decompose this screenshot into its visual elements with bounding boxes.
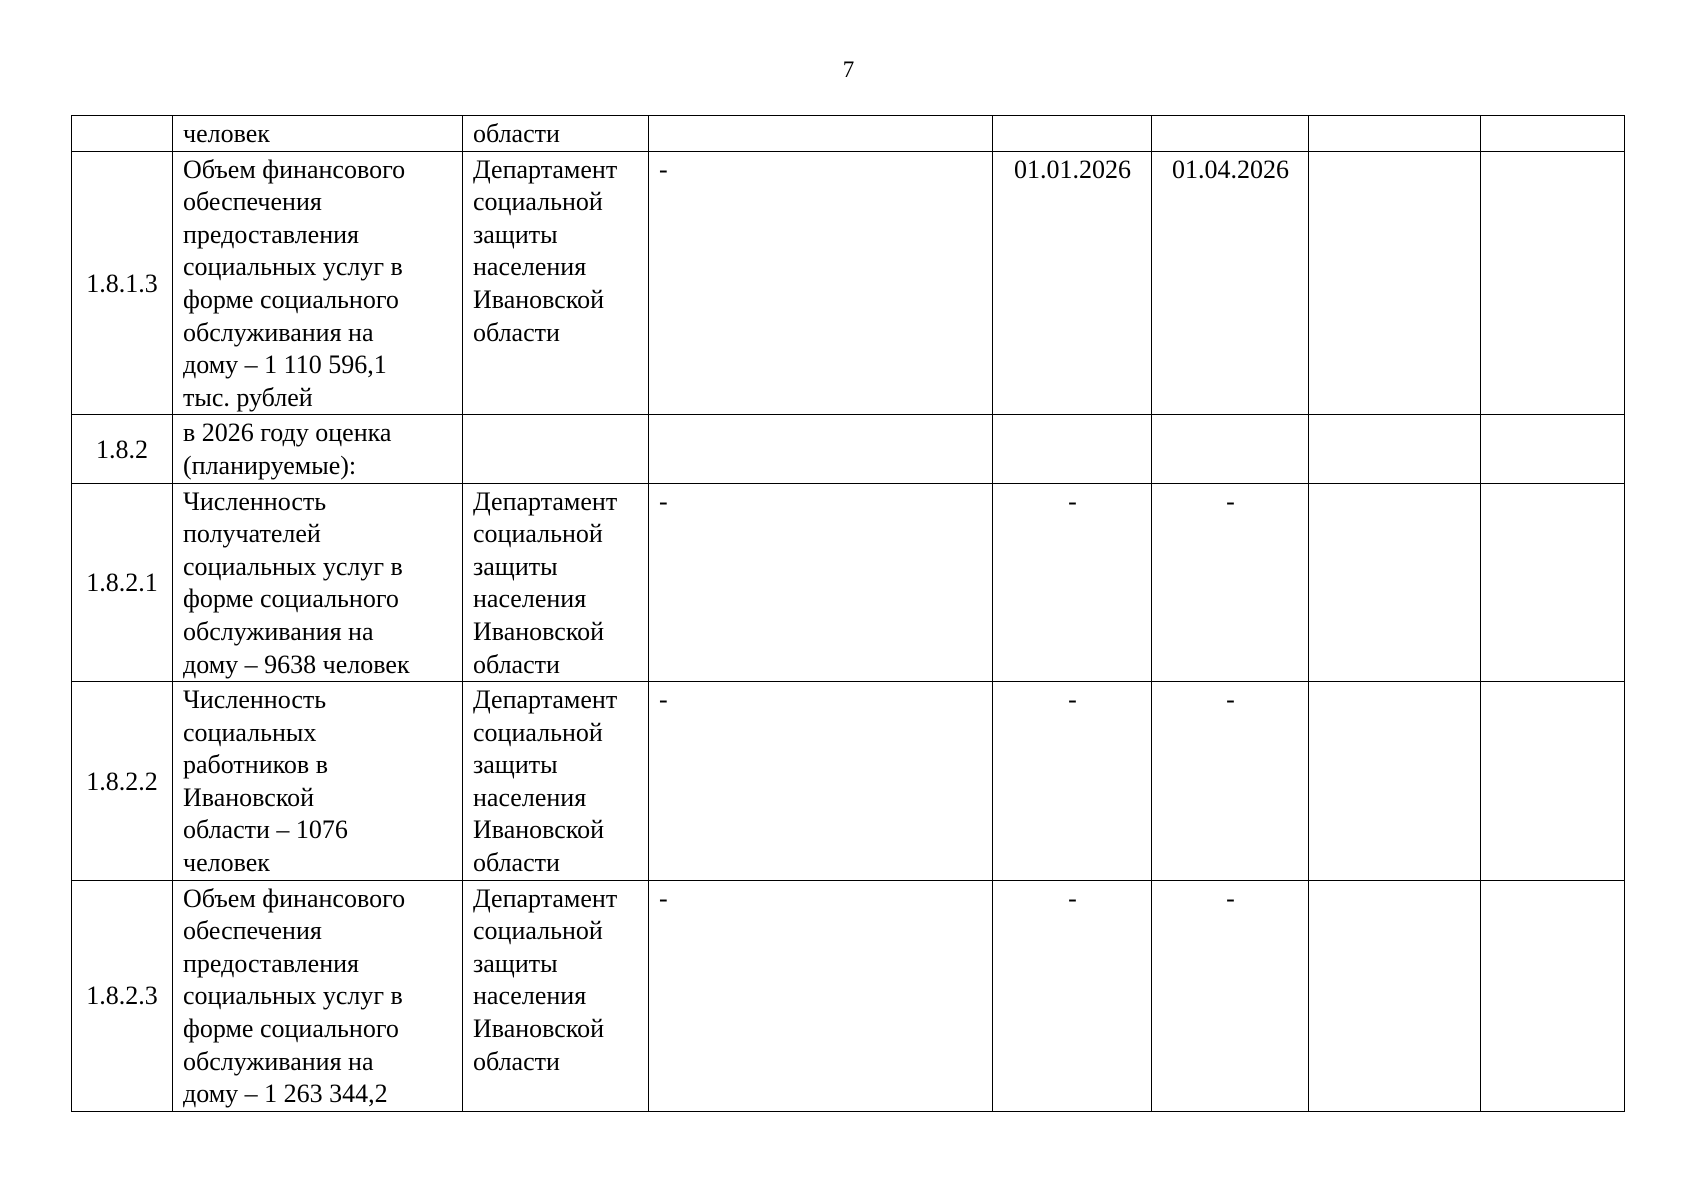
cell-text-line: Департамент	[473, 883, 618, 913]
cell-text-line: населения	[473, 252, 587, 282]
table-row	[72, 483, 1625, 682]
cell-text-line: дому – 9638 человек	[183, 649, 410, 679]
cell-text-line: работников в	[183, 750, 328, 780]
cell-text-line: Департамент	[473, 685, 618, 715]
cell-text-line: области	[473, 848, 560, 878]
cell-text-line: защиты	[473, 750, 558, 780]
start-date-cell: -	[993, 483, 1152, 682]
table-row	[72, 682, 1625, 881]
cell-text-line: области	[473, 1046, 560, 1076]
cell-text-line: Численность	[183, 685, 327, 715]
indicator-name-cell	[173, 483, 463, 682]
result-cell: -	[649, 880, 993, 1111]
row-number-cell: 1.8.2.1	[72, 483, 173, 682]
cell-text-line: социальных	[183, 717, 317, 747]
start-date-cell	[993, 116, 1152, 152]
cell-text-line: дому – 1 263 344,2	[183, 1079, 388, 1109]
column-8-cell	[1481, 880, 1625, 1111]
cell-text-line: Департамент	[473, 154, 618, 184]
row-number-cell: 1.8.2.3	[72, 880, 173, 1111]
cell-text-line: социальной	[473, 717, 603, 747]
cell-text-line: предоставления	[183, 948, 359, 978]
cell-text-line: форме социального	[183, 1014, 399, 1044]
cell-text-line: социальных услуг в	[183, 551, 403, 581]
result-cell: -	[649, 682, 993, 881]
cell-text-line: Ивановской	[183, 782, 315, 812]
cell-text-line: социальной	[473, 916, 603, 946]
end-date-cell	[1152, 116, 1309, 152]
row-number-cell: 1.8.2.2	[72, 682, 173, 881]
cell-text-line: обслуживания на	[183, 616, 374, 646]
column-7-cell	[1309, 116, 1481, 152]
cell-text-line: (планируемые):	[183, 450, 357, 480]
cell-text-line: в 2026 году оценка	[183, 418, 392, 448]
cell-text-line: социальных услуг в	[183, 981, 403, 1011]
column-8-cell	[1481, 415, 1625, 483]
executor-cell	[463, 116, 649, 152]
cell-text-line: человек	[183, 119, 270, 148]
cell-text-line: Объем финансового	[183, 154, 406, 184]
result-cell	[649, 116, 993, 152]
cell-text-line: населения	[473, 584, 587, 614]
cell-text-line: Объем финансового	[183, 883, 406, 913]
cell-text-line: социальной	[473, 519, 603, 549]
end-date-cell: -	[1152, 880, 1309, 1111]
executor-cell	[463, 415, 649, 483]
column-8-cell	[1481, 483, 1625, 682]
indicator-name-cell	[173, 116, 463, 152]
column-7-cell	[1309, 483, 1481, 682]
cell-text-line: обеспечения	[183, 187, 322, 217]
cell-text-line: области – 1076	[183, 815, 348, 845]
result-cell: -	[649, 151, 993, 415]
indicator-name-cell	[173, 682, 463, 881]
cell-text-line: защиты	[473, 219, 558, 249]
indicator-name-cell	[173, 880, 463, 1111]
cell-text-line: населения	[473, 782, 587, 812]
column-8-cell	[1481, 116, 1625, 152]
cell-text-line: Ивановской	[473, 1014, 605, 1044]
cell-text-line: обслуживания на	[183, 317, 374, 347]
column-7-cell	[1309, 682, 1481, 881]
cell-text-line: форме социального	[183, 584, 399, 614]
column-7-cell	[1309, 880, 1481, 1111]
start-date-cell	[993, 415, 1152, 483]
result-cell	[649, 415, 993, 483]
column-7-cell	[1309, 415, 1481, 483]
executor-cell	[463, 151, 649, 415]
end-date-cell: -	[1152, 682, 1309, 881]
measures-table	[71, 115, 1625, 1112]
cell-text-line: Ивановской	[473, 616, 605, 646]
cell-text-line: защиты	[473, 551, 558, 581]
cell-text-line: социальной	[473, 187, 603, 217]
end-date-cell: -	[1152, 483, 1309, 682]
table-body	[72, 116, 1625, 1112]
cell-text-line: области	[473, 119, 560, 148]
cell-text-line: Ивановской	[473, 815, 605, 845]
end-date-cell	[1152, 415, 1309, 483]
cell-text-line: области	[473, 649, 560, 679]
column-7-cell	[1309, 151, 1481, 415]
start-date-cell: -	[993, 880, 1152, 1111]
cell-text-line: получателей	[183, 519, 321, 549]
cell-text-line: предоставления	[183, 219, 359, 249]
table-row	[72, 880, 1625, 1111]
indicator-name-cell	[173, 151, 463, 415]
result-cell: -	[649, 483, 993, 682]
cell-text-line: области	[473, 317, 560, 347]
table-row	[72, 415, 1625, 483]
table-row	[72, 151, 1625, 415]
start-date-cell: 01.01.2026	[993, 151, 1152, 415]
cell-text-line: социальных услуг в	[183, 252, 403, 282]
cell-text-line: тыс. рублей	[183, 382, 313, 412]
cell-text-line: Ивановской	[473, 284, 605, 314]
cell-text-line: обеспечения	[183, 916, 322, 946]
table-row	[72, 116, 1625, 152]
start-date-cell: -	[993, 682, 1152, 881]
column-8-cell	[1481, 682, 1625, 881]
cell-text-line: дому – 1 110 596,1	[183, 350, 387, 380]
executor-cell	[463, 682, 649, 881]
row-number-cell: 1.8.1.3	[72, 151, 173, 415]
cell-text-line: форме социального	[183, 284, 399, 314]
cell-text-line: населения	[473, 981, 587, 1011]
cell-text-line: защиты	[473, 948, 558, 978]
cell-text-line: обслуживания на	[183, 1046, 374, 1076]
row-number-cell	[72, 116, 173, 152]
row-number-cell: 1.8.2	[72, 415, 173, 483]
end-date-cell: 01.04.2026	[1152, 151, 1309, 415]
executor-cell	[463, 483, 649, 682]
executor-cell	[463, 880, 649, 1111]
indicator-name-cell	[173, 415, 463, 483]
page-number: 7	[842, 57, 855, 82]
column-8-cell	[1481, 151, 1625, 415]
cell-text-line: Численность	[183, 486, 327, 516]
cell-text-line: человек	[183, 848, 270, 878]
cell-text-line: Департамент	[473, 486, 618, 516]
